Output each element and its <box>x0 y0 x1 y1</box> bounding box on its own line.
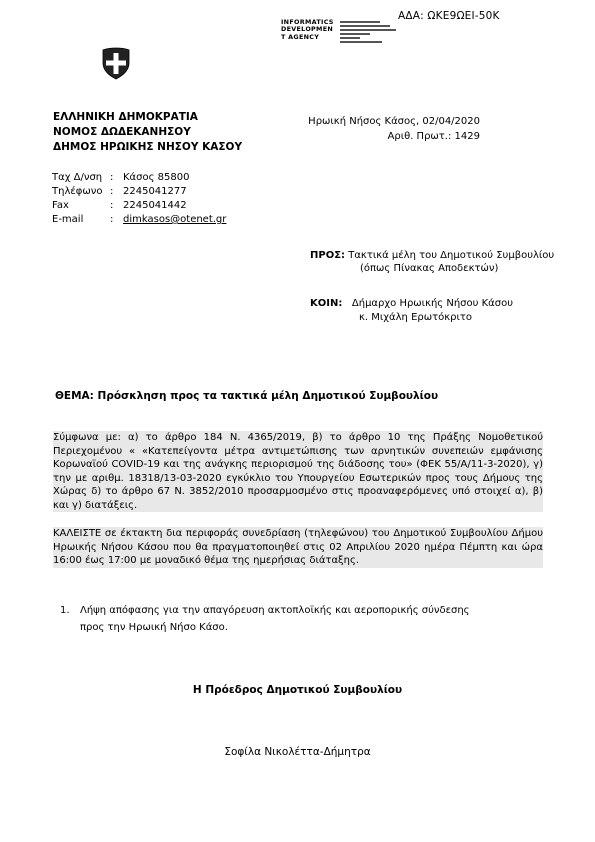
contact-row <box>52 185 226 199</box>
recipients-block <box>310 249 554 275</box>
ida-logo-line: T AGENCY <box>281 32 320 41</box>
issuer-header <box>53 110 242 155</box>
greek-republic-emblem-icon <box>98 45 134 81</box>
pros-line: Τακτικά μέλη του Δημοτικού Συμβουλίου <box>348 250 555 261</box>
ida-logo-greek-lines <box>340 20 400 46</box>
contact-sep: : <box>110 186 114 197</box>
contact-row <box>52 171 226 185</box>
contact-sep: : <box>110 200 114 211</box>
contact-value: 2245041442 <box>123 200 187 211</box>
pros-label: ΠΡΟΣ: <box>310 250 346 261</box>
president-title: Η Πρόεδρος Δημοτικού Συμβουλίου <box>192 684 403 696</box>
pros-line: (όπως Πίνακας Αποδεκτών) <box>360 263 499 274</box>
email-link[interactable]: dimkasos@otenet.gr <box>123 214 227 225</box>
agenda-item-text: Λήψη απόφασης για την απαγόρευση ακτοπλοϊκής και αεροπορικής σύνδεσης <box>80 605 470 616</box>
contact-details <box>52 171 226 227</box>
header-line-prefecture: ΝΟΜΟΣ ΔΩΔΕΚΑΝΗΣΟΥ <box>53 126 191 138</box>
ida-logo-greek-text <box>340 20 410 47</box>
agenda-item-text: προς την Ηρωική Νήσο Κάσο. <box>80 622 228 633</box>
header-line-country: ΕΛΛΗΝΙΚΗ ΔΗΜΟΚΡΑΤΙΑ <box>53 111 198 123</box>
koin-line: Δήμαρχο Ηρωικής Νήσου Κάσου <box>351 298 513 309</box>
contact-key: Fax <box>52 200 69 211</box>
date-protocol-block <box>300 114 480 144</box>
contact-key: Ταχ Δ/νση <box>52 172 103 183</box>
legal-basis-paragraph: Σύμφωνα με: α) το άρθρο 184 Ν. 4365/2019, β) το άρθρο 10 της Πράξης Νομοθετικού Περιεχομένου « «Κατεπείγοντα μέτρα αντιμετώπισης των αρνητικών συνεπειών εμφάνισης Κορωναϊού COVID-19 και της ανάγκης περιορισμού της διάδοσης του» (ΦΕΚ 55/Α/11-3-2020), γ) την με αριθμ. 18318/13-03-2020 εγκύκλιο του Υπουργείου Εσωτερικών προς τους Δήμους της Χώρας δ) το άρθρο 67 Ν. 3852/2010 προσαρμοσμένο στις προαναφερόμενες υπό στοιχεί α), β) και γ) διατάξεις. <box>53 432 543 511</box>
ida-logo-line: INFORMATICS <box>281 18 334 26</box>
contact-row <box>52 213 226 227</box>
agenda-item <box>60 602 540 636</box>
ada-code: ΑΔΑ: ΩΚΕ9ΩΕΙ-50Κ <box>398 10 500 22</box>
date-line: Ηρωική Νήσος Κάσος, 02/04/2020 <box>308 116 480 127</box>
ida-logo-line: DEVELOPMEN <box>281 25 334 34</box>
contact-key: Τηλέφωνο <box>52 186 103 197</box>
contact-sep: : <box>110 172 114 183</box>
koin-label: ΚΟΙΝ: <box>310 298 343 309</box>
agenda-item-number: 1. <box>60 605 70 616</box>
protocol-number: Αριθ. Πρωτ.: 1429 <box>387 131 480 142</box>
contact-key: E-mail <box>52 214 84 225</box>
contact-value: 2245041277 <box>123 186 187 197</box>
contact-value: Κάσος 85800 <box>123 172 190 183</box>
invitation-paragraph: ΚΑΛΕΙΣΤΕ σε έκτακτη δια περιφοράς συνεδρίαση (τηλεφώνου) του Δημοτικού Συμβουλίου Δήμου Ηρωικής Νήσου Κάσου που θα πραγματοποιηθεί στις 02 Απριλίου 2020 ημέρα Πέμπτη και ώρα 16:00 έως 17:00 με μοναδικό θέμα της ημερήσιας διάταξης. <box>53 528 543 566</box>
subject-line: ΘΕΜΑ: Πρόσκληση προς τα τακτικά μέλη Δημοτικού Συμβουλίου <box>55 390 439 402</box>
koin-line: κ. Μιχάλη Ερωτόκριτο <box>359 312 473 323</box>
ida-logo <box>281 19 334 41</box>
header-line-municipality: ΔΗΜΟΣ ΗΡΩΙΚΗΣ ΝΗΣΟΥ ΚΑΣΟΥ <box>53 141 243 153</box>
contact-row <box>52 199 226 213</box>
signature-name: Σοφίλα Νικολέττα-Δήμητρα <box>224 746 371 758</box>
cc-block <box>310 297 513 325</box>
contact-sep: : <box>110 214 114 225</box>
